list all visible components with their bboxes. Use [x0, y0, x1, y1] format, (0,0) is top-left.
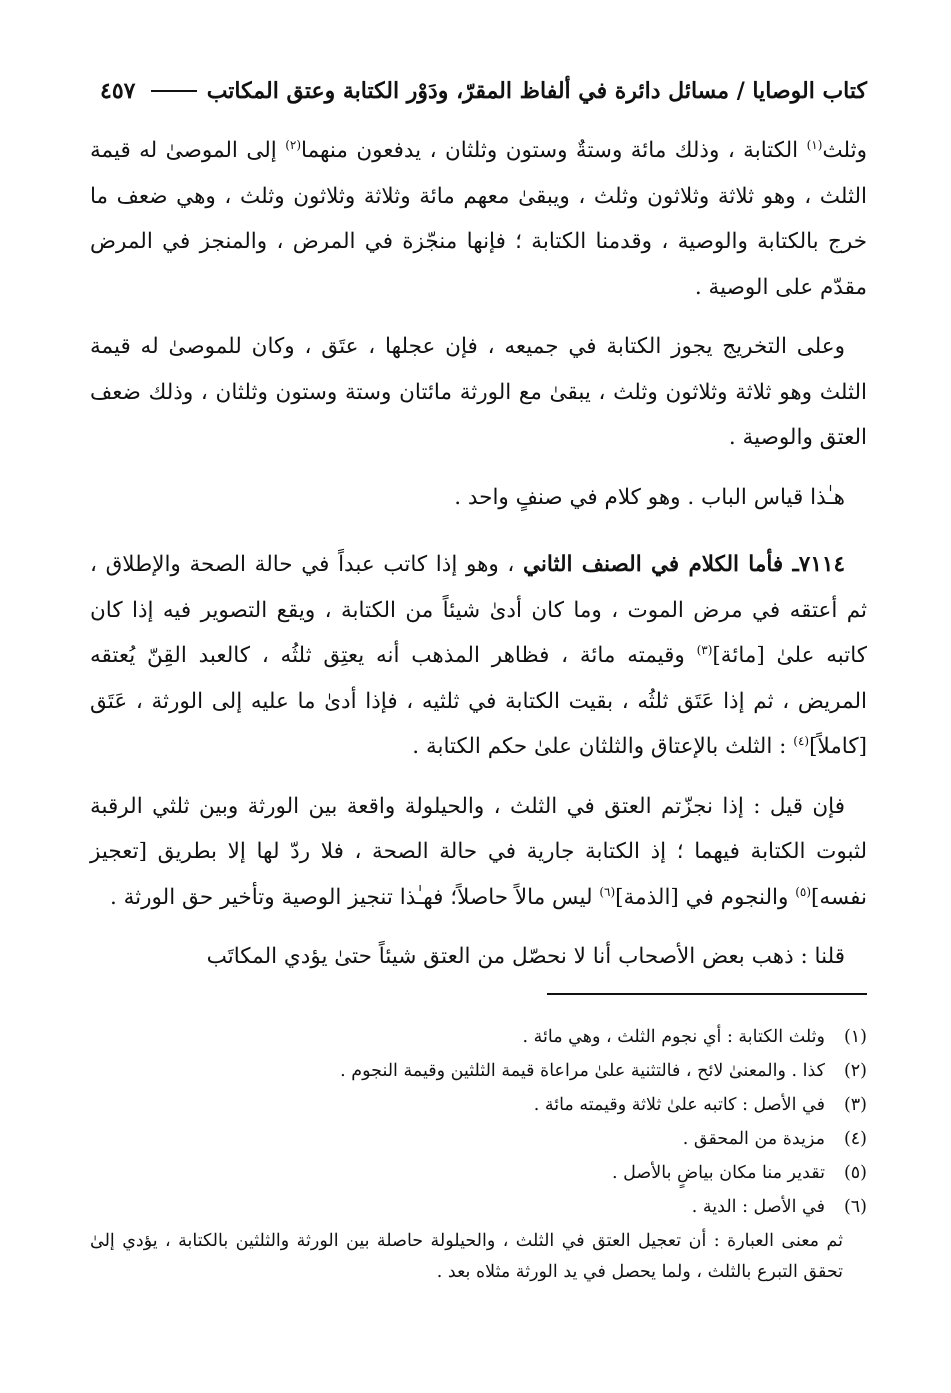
footnote-5	[90, 1156, 867, 1190]
header-title: كتاب الوصايا / مسائل دائرة في ألفاظ المقرّ، ودَوْر الكتابة وعتق المكاتب	[206, 78, 867, 104]
footnote-ref: (٥)	[795, 884, 812, 899]
footnote-text: وثلث الكتابة : أي نجوم الثلث ، وهي مائة .	[522, 1027, 825, 1047]
footnote-ref: (١)	[806, 137, 823, 152]
paragraph-5	[90, 784, 867, 921]
text-run: إلى الموصىٰ له قيمة الثلث ، وهو ثلاثة وثلاثون وثلث ، ويبقىٰ معهم مائة وثلاثة وثلاثون وثلث ، وهي ضعف ما خرج بالكتابة والوصية ، وقدمنا الكتابة ؛ فإنها منجّزة في المرض ، والمنجز في المرض مقدّم على الوصية .	[90, 138, 867, 300]
footnote-number: (٦)	[843, 1197, 867, 1217]
footnote-3	[90, 1088, 867, 1122]
footnote-ref: (٤)	[793, 733, 810, 748]
text-run: وثلث	[822, 138, 867, 163]
footnote-text: مزيدة من المحقق .	[682, 1129, 825, 1149]
section-number: ٧١١٤ـ	[792, 552, 845, 577]
paragraph-2: وعلى التخريج يجوز الكتابة في جميعه ، فإن عجلها ، عتَق ، وكان للموصىٰ له قيمة الثلث وهو ثلاثة وثلاثون وثلث ، يبقىٰ مع الورثة مائتان وستة وستون وثلثان ، وذلك ضعف العتق والوصية .	[90, 334, 867, 450]
main-text	[90, 128, 867, 980]
paragraph-3: هـٰذا قياس الباب . وهو كلام في صنفٍ واحد .	[454, 484, 845, 510]
footnotes	[90, 1020, 867, 1306]
footnote-text: في الأصل : كاتبه علىٰ ثلاثة وقيمته مائة .	[533, 1095, 825, 1115]
footnote-number: (٥)	[843, 1163, 867, 1183]
text-run: ، وهو إذا كاتب عبداً في حالة الصحة والإطلاق ، ثم أعتقه في مرض الموت ، وما كان أدىٰ شيئاً من الكتابة ، ويقع التصوير فيه إذا كان كاتبه علىٰ [مائة]	[90, 552, 867, 668]
running-header	[100, 78, 867, 104]
footnote-2	[90, 1054, 867, 1088]
header-rule	[151, 90, 196, 92]
footnote-6	[90, 1190, 867, 1224]
footnote-1	[90, 1020, 867, 1054]
footnote-4	[90, 1122, 867, 1156]
footnote-continuation: ثم معنى العبارة : أن تعجيل العتق في الثلث ، والحيلولة حاصلة بين الورثة والثلثين بالكتابة ، يؤدي إلىٰ تحقق التبرع بالثلث ، ولما يحصل في يد الورثة مثلاه بعد .	[90, 1231, 843, 1282]
paragraph-1	[90, 128, 867, 310]
text-run: فإن قيل : إذا نجزّتم العتق في الثلث ، والحيلولة واقعة بين الورثة وبين ثلثي الرقبة لثبوت الكتابة فيهما ؛ إذ الكتابة جارية في حالة الصحة ، فلا ردّ لها إلا بطريق [تعجيز نفسه]	[90, 793, 867, 910]
paragraph-4	[90, 542, 867, 770]
text-run: : الثلث بالإعتاق والثلثان علىٰ حكم الكتابة .	[412, 734, 794, 759]
footnote-number: (٢)	[843, 1061, 867, 1081]
section-heading: فأما الكلام في الصنف الثاني	[523, 552, 793, 577]
footnote-ref: (٦)	[599, 884, 616, 899]
text-run: الكتابة ، وذلك مائة وستةٌ وستون وثلثان ، يدفعون منهما	[301, 138, 807, 163]
page-number: ٤٥٧	[100, 78, 136, 104]
footnote-text: كذا . والمعنىٰ لائح ، فالتثنية علىٰ مراعاة قيمة الثلثين وقيمة النجوم .	[340, 1061, 825, 1081]
footnote-text: في الأصل : الدية .	[691, 1197, 825, 1217]
text-run: والنجوم في [الذمة]	[615, 884, 796, 910]
footnote-ref: (٢)	[285, 137, 302, 152]
footnote-number: (٤)	[843, 1129, 867, 1149]
footnote-ref: (٣)	[696, 642, 713, 657]
text-run: ليس مالاً حاصلاً؛ فهـٰذا تنجيز الوصية وتأخير حق الورثة .	[109, 884, 600, 910]
text-run: وقيمته مائة ، فظاهر المذهب أنه يعتِق ثلثُه ، كالعبد القِنّ يُعتقه المريض ، ثم إذا عَتَق ثلثُه ، بقيت الكتابة في ثلثيه ، فإذا أدىٰ ما عليه إلى الورثة ، عَتَق [كاملاً]	[90, 643, 867, 759]
footnote-separator	[547, 993, 867, 995]
footnote-number: (٣)	[843, 1095, 867, 1115]
paragraph-6: قلنا : ذهب بعض الأصحاب أنا لا نحصّل من العتق شيئاً حتىٰ يؤدي المكاتَب	[206, 944, 845, 969]
footnote-number: (١)	[843, 1027, 867, 1047]
footnote-text: تقدير منا مكان بياضٍ بالأصل .	[612, 1163, 825, 1183]
